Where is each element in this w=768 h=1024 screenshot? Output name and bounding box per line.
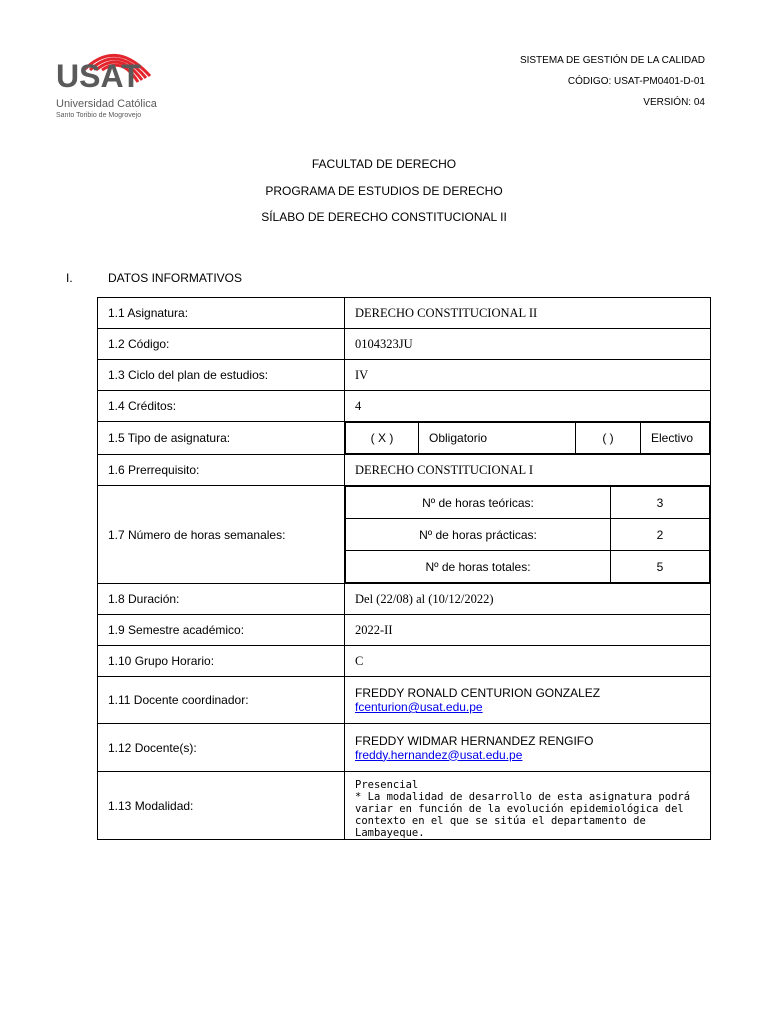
total-hours-label: Nº de horas totales: xyxy=(346,551,611,583)
table-row xyxy=(98,486,711,584)
table-row xyxy=(98,298,711,329)
header-code: CÓDIGO: USAT-PM0401-D-01 xyxy=(567,76,705,87)
theory-hours-label: Nº de horas teóricas: xyxy=(346,487,611,519)
row-value: Del (22/08) al (10/12/2022) xyxy=(345,584,711,615)
table-row xyxy=(98,724,711,772)
row-label: 1.6 Prerrequisito: xyxy=(98,455,345,486)
table-row xyxy=(98,646,711,677)
row-label: 1.5 Tipo de asignatura: xyxy=(98,422,345,455)
logo-university-subname: Santo Toribio de Mogrovejo xyxy=(56,112,142,119)
modality-cell xyxy=(345,772,711,840)
logo-wordmark: USAT xyxy=(56,58,141,94)
theory-hours-value: 3 xyxy=(611,487,710,519)
row-label: 1.2 Código: xyxy=(98,329,345,360)
row-label: 1.3 Ciclo del plan de estudios: xyxy=(98,360,345,391)
row-value: 2022-II xyxy=(345,615,711,646)
syllabus-title: SÍLABO DE DERECHO CONSTITUCIONAL II xyxy=(261,210,507,224)
table-row xyxy=(98,360,711,391)
table-row xyxy=(98,772,711,840)
row-label: 1.8 Duración: xyxy=(98,584,345,615)
coordinator-email-link[interactable]: fcenturion@usat.edu.pe xyxy=(355,700,483,714)
section-number: I. xyxy=(66,271,73,285)
row-value: IV xyxy=(345,360,711,391)
total-hours-value: 5 xyxy=(611,551,710,583)
practice-hours-label: Nº de horas prácticas: xyxy=(346,519,611,551)
electivo-checkbox[interactable]: ( ) xyxy=(576,423,641,454)
modality-value: Presencial xyxy=(355,779,419,791)
row-label: 1.13 Modalidad: xyxy=(98,772,345,840)
row-value: DERECHO CONSTITUCIONAL II xyxy=(345,298,711,329)
row-label: 1.11 Docente coordinador: xyxy=(98,677,345,724)
row-label: 1.10 Grupo Horario: xyxy=(98,646,345,677)
modality-note: * La modalidad de desarrollo de esta asignatura podrá variar en función de la evolución epidemiológica del contexto en el que se sitúa el departamento de Lambayeque. xyxy=(355,791,691,839)
row-value: DERECHO CONSTITUCIONAL I xyxy=(345,455,711,486)
row-label: 1.9 Semestre académico: xyxy=(98,615,345,646)
teacher-name: FREDDY WIDMAR HERNANDEZ RENGIFO xyxy=(355,733,594,748)
row-value: 4 xyxy=(345,391,711,422)
faculty-title: FACULTAD DE DERECHO xyxy=(311,157,457,171)
row-label: 1.7 Número de horas semanales: xyxy=(98,486,345,584)
header-system: SISTEMA DE GESTIÓN DE LA CALIDAD xyxy=(519,55,705,66)
teacher-email-link[interactable]: freddy.hernandez@usat.edu.pe xyxy=(355,747,523,762)
table-row xyxy=(98,391,711,422)
usat-logo xyxy=(54,40,164,124)
obligatorio-checkbox[interactable]: ( X ) xyxy=(346,423,419,454)
row-value: C xyxy=(345,646,711,677)
table-row xyxy=(98,677,711,724)
coordinator-cell xyxy=(345,677,711,724)
logo-university-name: Universidad Católica xyxy=(56,98,157,110)
practice-hours-value: 2 xyxy=(611,519,710,551)
row-label: 1.12 Docente(s): xyxy=(98,724,345,772)
table-row xyxy=(98,584,711,615)
coordinator-name: FREDDY RONALD CENTURION GONZALEZ xyxy=(355,686,601,700)
table-row xyxy=(98,615,711,646)
info-table xyxy=(97,297,711,840)
hours-breakdown xyxy=(345,486,711,584)
section-title: DATOS INFORMATIVOS xyxy=(108,271,243,285)
obligatorio-label: Obligatorio xyxy=(419,423,576,454)
header-version: VERSIÓN: 04 xyxy=(643,97,705,108)
type-options xyxy=(345,422,711,455)
row-value: 0104323JU xyxy=(345,329,711,360)
table-row xyxy=(98,455,711,486)
program-title: PROGRAMA DE ESTUDIOS DE DERECHO xyxy=(265,184,503,198)
table-row xyxy=(98,422,711,455)
row-label: 1.1 Asignatura: xyxy=(98,298,345,329)
teacher-cell xyxy=(345,724,711,772)
electivo-label: Electivo xyxy=(641,423,710,454)
row-label: 1.4 Créditos: xyxy=(98,391,345,422)
table-row xyxy=(98,329,711,360)
